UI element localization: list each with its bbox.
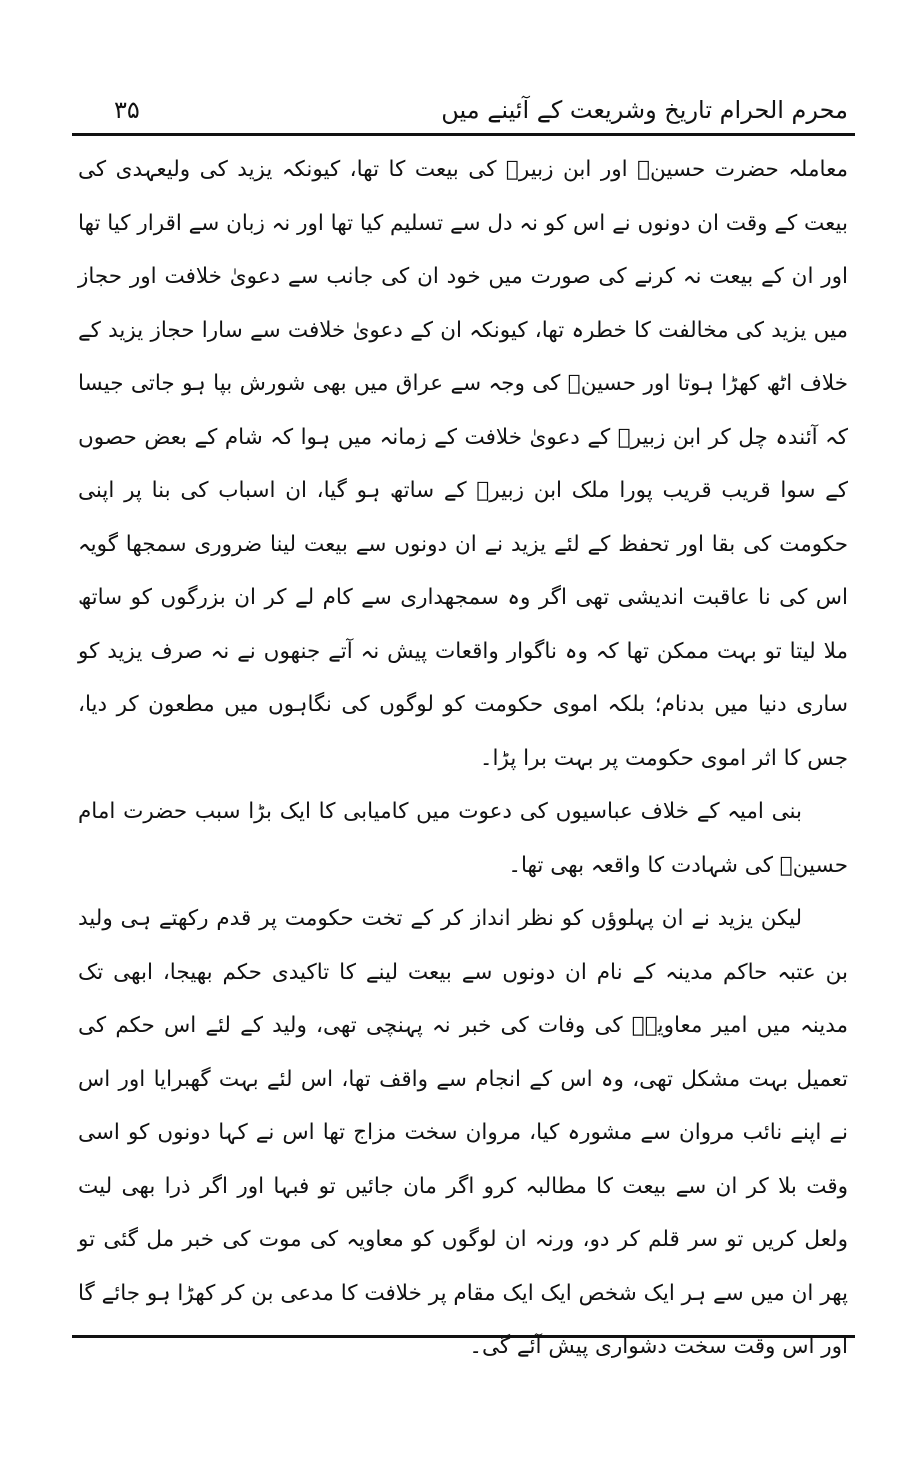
paragraph-1: معاملہ حضرت حسینؓ اور ابن زبیرؓ کی بیعت کا تھا، کیونکہ یزید کی ولیعہدی کی بیعت کے وقت ان دونوں نے اس کو نہ دل سے تسلیم کیا تھا اور نہ زبان سے اقرار کیا تھا اور ان کے بیعت نہ کرنے کی صورت میں خود ان کی جانب سے دعویٰ خلافت اور حجاز میں یزید کی مخالفت کا خطرہ تھا، کیونکہ ان کے دعویٰ خلافت سے سارا حجاز یزید کے خلاف اٹھ کھڑا ہوتا اور حسینؓ کی وجہ سے عراق میں بھی شورش بپا ہو جاتی جیسا کہ آئندہ چل کر ابن زبیرؓ کے دعویٰ خلافت کے زمانہ میں ہوا کہ شام کے بعض حصوں کے سوا قریب قریب پورا ملک ابن زبیرؓ کے ساتھ ہو گیا، ان اسباب کی بنا پر اپنی حکومت کی بقا اور تحفظ کے لئے یزید نے ان دونوں سے بیعت لینا ضروری سمجھا گویہ اس کی نا عاقبت اندیشی تھی اگر وہ سمجھداری سے کام لے کر ان بزرگوں کو ساتھ ملا لیتا تو بہت ممکن تھا کہ وہ ناگوار واقعات پیش نہ آتے جنھوں نے نہ صرف یزید کو ساری دنیا میں بدنام؛ بلکہ اموی حکومت کو لوگوں کی نگاہوں میں مطعون کر دیا، جس کا اثر اموی حکومت پر بہت برا پڑا۔ <box>77 157 848 771</box>
header-divider <box>72 133 855 136</box>
footer-divider <box>72 1335 855 1338</box>
page-header <box>78 84 848 132</box>
paragraph-2: بنی امیہ کے خلاف عباسیوں کی دعوت میں کامیابی کا ایک بڑا سبب حضرت امام حسینؓ کی شہادت کا واقعہ بھی تھا۔ <box>78 799 848 878</box>
body-text <box>78 143 848 1374</box>
paragraph-3: لیکن یزید نے ان پہلوؤں کو نظر انداز کر کے تخت حکومت پر قدم رکھتے ہی ولید بن عتبہ حاکم مدینہ کے نام ان دونوں سے بیعت لینے کا تاکیدی حکم بھیجا، ابھی تک مدینہ میں امیر معاویہؓ کی وفات کی خبر نہ پہنچی تھی، ولید کے لئے اس حکم کی تعمیل بہت مشکل تھی، وہ اس کے انجام سے واقف تھا، اس لئے بہت گھبرایا اور اس نے اپنے نائب مروان سے مشورہ کیا، مروان سخت مزاج تھا اس نے کہا دونوں کو اسی وقت بلا کر ان سے بیعت کا مطالبہ کرو اگر مان جائیں تو فبہا اور اگر ذرا بھی لیت ولعل کریں تو سر قلم کر دو، ورنہ ان لوگوں کو معاویہ کی موت کی خبر مل گئی تو پھر ان میں سے ہر ایک شخص ایک ایک مقام پر خلافت کا مدعی بن کر کھڑا ہو جائے گا اور اس وقت سخت دشواری پیش آئے گی۔ <box>78 906 848 1359</box>
running-title: محرم الحرام تاریخ وشریعت کے آئینے میں <box>441 96 848 124</box>
page-number: ۳۵ <box>114 96 140 124</box>
